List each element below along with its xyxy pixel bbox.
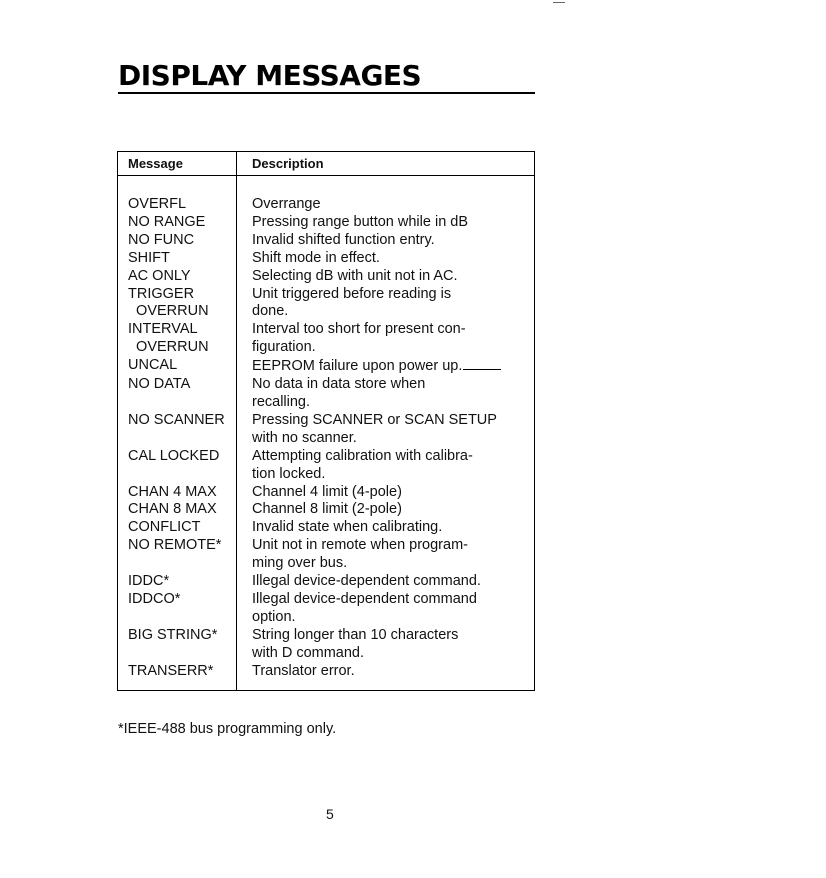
- message-cell: TRIGGER OVERRUN: [128, 285, 209, 320]
- message-cell: NO REMOTE*: [128, 537, 222, 554]
- message-cell: UNCAL: [128, 357, 178, 374]
- description-cell: Overrange: [252, 196, 321, 212]
- page-title: DISPLAY MESSAGES: [118, 59, 422, 92]
- message-cell: NO SCANNER: [128, 411, 225, 428]
- column-header-description: Description: [252, 156, 324, 171]
- header-divider: [118, 175, 534, 176]
- table-row: [118, 196, 534, 214]
- table-row: [118, 573, 534, 591]
- message-cell: CONFLICT: [128, 519, 201, 536]
- title-underline: [118, 92, 535, 94]
- description-cell: Channel 8 limit (2-pole): [252, 501, 402, 518]
- message-cell: BIG STRING*: [128, 626, 218, 643]
- description-cell: Invalid shifted function entry.: [252, 231, 435, 248]
- description-text: EEPROM failure upon power up.: [252, 358, 463, 375]
- message-cell: CHAN 4 MAX: [128, 483, 217, 500]
- message-cell: NO DATA: [128, 376, 191, 393]
- message-cell: NO FUNC: [128, 231, 195, 248]
- page-number: 5: [326, 806, 334, 822]
- table-row: [118, 376, 534, 412]
- description-cell: Unit triggered before reading is done.: [252, 285, 452, 320]
- description-cell: String longer than 10 characters with D command.: [252, 626, 459, 661]
- description-cell: Translator error.: [252, 662, 355, 679]
- display-messages-table: [117, 151, 535, 691]
- message-cell: TRANSERR*: [128, 662, 214, 679]
- message-cell: OVERFL: [128, 196, 187, 212]
- description-cell: Invalid state when calibrating.: [252, 519, 443, 536]
- table-row: [118, 268, 534, 286]
- description-cell: [236, 357, 534, 376]
- table-row: [118, 448, 534, 484]
- table-row: [118, 484, 534, 502]
- table-row: [118, 214, 534, 232]
- table-row: [118, 663, 534, 681]
- table-row: [118, 591, 534, 627]
- message-cell: IDDC*: [128, 573, 170, 590]
- description-cell: Channel 4 limit (4-pole): [252, 483, 402, 500]
- scan-mark: [553, 2, 565, 3]
- table-row: [118, 250, 534, 268]
- description-cell: Illegal device-dependent command.: [252, 573, 481, 590]
- underline-mark: [463, 357, 501, 370]
- table-row: [118, 321, 534, 357]
- description-cell: Unit not in remote when program- ming over bus.: [252, 537, 468, 572]
- message-cell: NO RANGE: [128, 213, 206, 230]
- description-cell: Shift mode in effect.: [252, 249, 380, 266]
- table-row: [118, 627, 534, 663]
- table-row: [118, 357, 534, 376]
- description-cell: No data in data store when recalling.: [252, 376, 426, 410]
- description-cell: Interval too short for present con- figuration.: [252, 321, 466, 356]
- message-cell: CHAN 8 MAX: [128, 501, 217, 518]
- column-header-message: Message: [128, 156, 183, 171]
- description-cell: Selecting dB with unit not in AC.: [252, 267, 458, 284]
- message-cell: IDDCO*: [128, 590, 181, 607]
- message-cell: INTERVAL OVERRUN: [128, 321, 209, 356]
- table-body: [118, 196, 534, 680]
- table-row: [118, 232, 534, 250]
- table-row: [118, 501, 534, 519]
- message-cell: SHIFT: [128, 249, 170, 266]
- description-cell: Attempting calibration with calibra- tion locked.: [252, 447, 473, 482]
- footnote: *IEEE-488 bus programming only.: [118, 721, 337, 737]
- table-row: [118, 412, 534, 448]
- table-row: [118, 537, 534, 573]
- description-cell: Pressing SCANNER or SCAN SETUP with no scanner.: [252, 411, 497, 446]
- description-cell: Pressing range button while in dB: [252, 213, 469, 230]
- message-cell: AC ONLY: [128, 267, 191, 284]
- table-row: [118, 519, 534, 537]
- message-cell: CAL LOCKED: [128, 447, 220, 464]
- description-cell: Illegal device-dependent command option.: [252, 590, 477, 625]
- table-row: [118, 286, 534, 322]
